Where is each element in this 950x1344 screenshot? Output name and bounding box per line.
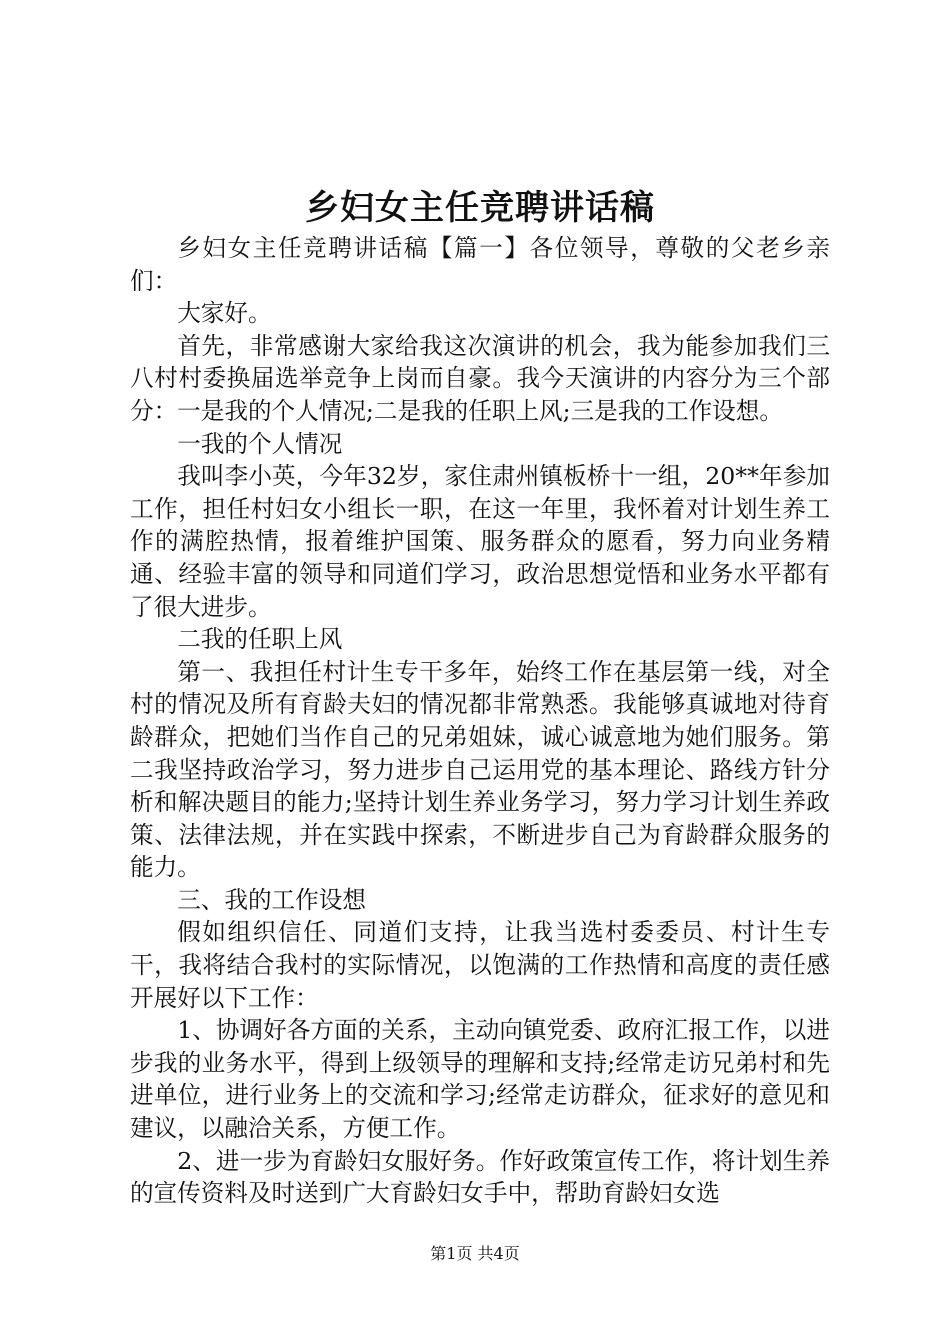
section-heading-plan: 三、我的工作设想 bbox=[177, 885, 366, 914]
paragraph-intro: 首先，非常感谢大家给我这次演讲的机会，我为能参加我们三八村村委换届选举竞争上岗而自豪。我今天演讲的内容分为三个部分：一是我的个人情况;二是我的任职上风;三是我的工作设想。 bbox=[130, 331, 830, 425]
page-footer: 第1页 共4页 bbox=[430, 1244, 520, 1263]
paragraph-plan-item-1: 1、协调好各方面的关系，主动向镇党委、政府汇报工作，以进步我的业务水平，得到上级领导的理解和支持;经常走访兄弟村和先进单位，进行业务上的交流和学习;经常走访群众，征求好的意见和建议，以融洽关系，方便工作。 bbox=[130, 1016, 830, 1143]
paragraph-advantages: 第一、我担任村计生专干多年，始终工作在基层第一线，对全村的情况及所有育龄夫妇的情况都非常熟悉。我能够真诚地对待育龄群众，把她们当作自己的兄弟姐妹，诚心诚意地为她们服务。第二我坚持政治学习，努力进步自己运用党的基本理论、路线方针分析和解决题目的能力;坚持计划生养业务学习，努力学习计划生养政策、法律法规，并在实践中探索，不断进步自己为育龄群众服务的能力。 bbox=[130, 657, 830, 882]
paragraph-plan-intro: 假如组织信任、同道们支持，让我当选村委委员、村计生专干，我将结合我村的实际情况，以饱满的工作热情和高度的责任感开展好以下工作： bbox=[130, 918, 830, 1012]
document-body bbox=[130, 232, 830, 1210]
section-heading-personal: 一我的个人情况 bbox=[177, 429, 343, 458]
paragraph-hello: 大家好。 bbox=[177, 299, 272, 328]
paragraph-greeting: 乡妇女主任竞聘讲话稿【篇一】各位领导，尊敬的父老乡亲们： bbox=[130, 234, 830, 295]
document-title: 乡妇女主任竞聘讲话稿 bbox=[305, 188, 655, 228]
section-heading-advantages: 二我的任职上风 bbox=[177, 625, 343, 654]
paragraph-personal: 我叫李小英，今年32岁，家住肃州镇板桥十一组，20**年参加工作，担任村妇女小组长一职，在这一年里，我怀着对计划生养工作的满腔热情，报着维护国策、服务群众的愿看，努力向业务精通、经验丰富的领导和同道们学习，政治思想觉悟和业务水平都有了很大进步。 bbox=[130, 462, 830, 621]
paragraph-plan-item-2: 2、进一步为育龄妇女服好务。作好政策宣传工作，将计划生养的宣传资料及时送到广大育龄妇女手中，帮助育龄妇女选 bbox=[130, 1146, 830, 1208]
